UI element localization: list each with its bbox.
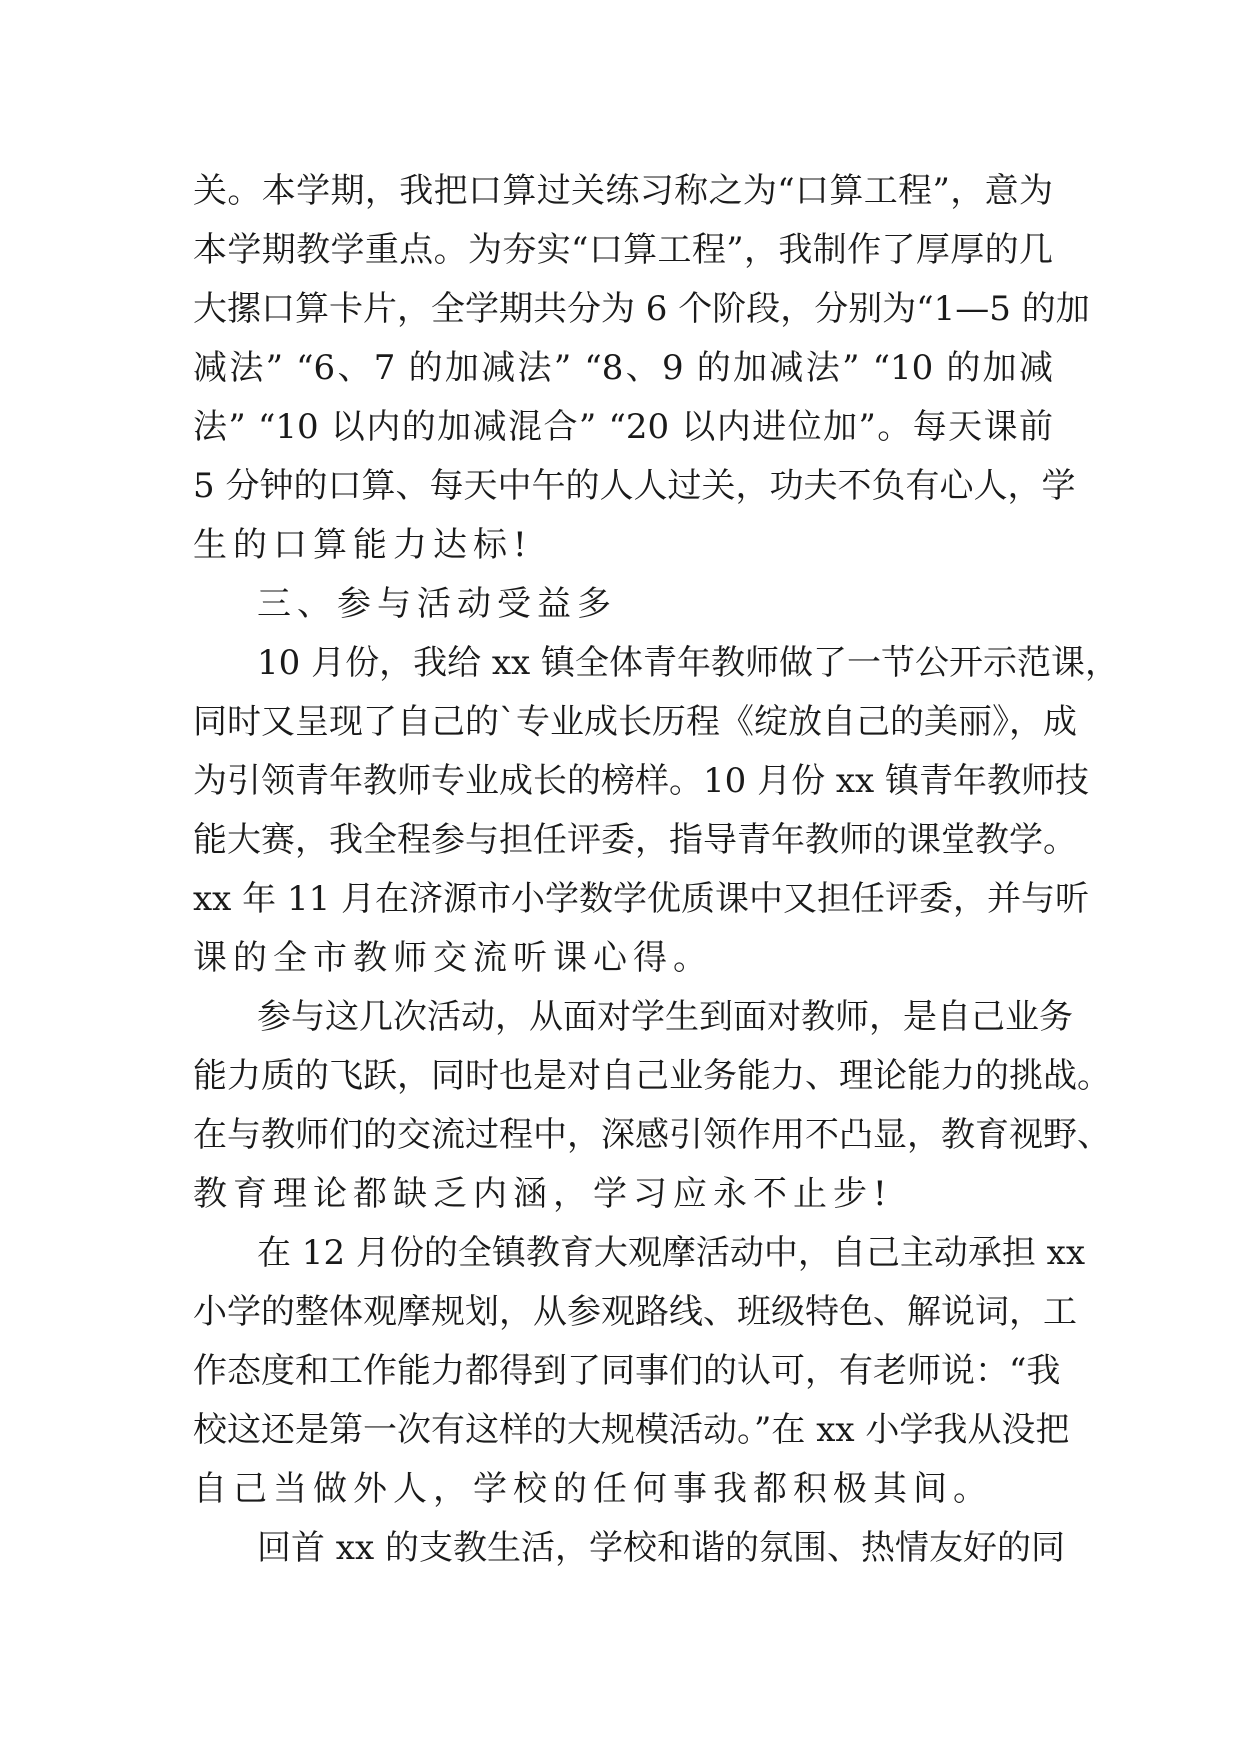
text-line: xx 年 11 月在济源市小学数学优质课中又担任评委，并与听: [193, 879, 1090, 919]
text-line: 在 12 月份的全镇教育大观摩活动中，自己主动承担 xx: [257, 1233, 1086, 1273]
text-line: 生的口算能力达标!: [193, 525, 533, 565]
text-line: 大摞口算卡片，全学期共分为 6 个阶段，分别为“1—5 的加: [193, 289, 1090, 329]
text-line: 减法” “6、7 的加减法” “8、9 的加减法” “10 的加减: [193, 348, 1053, 388]
text-line: 能力质的飞跃，同时也是对自己业务能力、理论能力的挑战。: [193, 1056, 1111, 1096]
text-line: 自己当做外人，学校的任何事我都积极其间。: [193, 1469, 993, 1509]
text-line: 5 分钟的口算、每天中午的人人过关，功夫不负有心人，学: [193, 466, 1076, 506]
text-line: 回首 xx 的支教生活，学校和谐的氛围、热情友好的同: [257, 1528, 1065, 1568]
text-line: 为引领青年教师专业成长的榜样。10 月份 xx 镇青年教师技: [193, 761, 1090, 801]
text-line: 参与这几次活动，从面对学生到面对教师，是自己业务: [257, 997, 1073, 1037]
text-line: 法” “10 以内的加减混合” “20 以内进位加”。每天课前: [193, 407, 1053, 447]
section-heading: 三、参与活动受益多: [257, 584, 617, 624]
text-line: 关。本学期，我把口算过关练习称之为“口算工程”，意为: [193, 171, 1053, 211]
text-line: 小学的整体观摩规划，从参观路线、班级特色、解说词，工: [193, 1292, 1077, 1332]
text-line: 教育理论都缺乏内涵，学习应永不止步!: [193, 1174, 893, 1214]
text-line: 作态度和工作能力都得到了同事们的认可，有老师说：“我: [193, 1351, 1061, 1391]
text-line: 本学期教学重点。为夯实“口算工程”，我制作了厚厚的几: [193, 230, 1053, 270]
document-page: [193, 162, 1120, 1578]
text-line: 同时又呈现了自己的`专业成长历程《绽放自己的美丽》，成: [193, 702, 1077, 742]
text-line: 10 月份，我给 xx 镇全体青年教师做了一节公开示范课，: [257, 643, 1120, 683]
text-line: 能大赛，我全程参与担任评委，指导青年教师的课堂教学。: [193, 820, 1077, 860]
text-line: 校这还是第一次有这样的大规模活动。”在 xx 小学我从没把: [193, 1410, 1070, 1450]
text-line: 在与教师们的交流过程中，深感引领作用不凸显，教育视野、: [193, 1115, 1111, 1155]
text-line: 课的全市教师交流听课心得。: [193, 938, 713, 978]
